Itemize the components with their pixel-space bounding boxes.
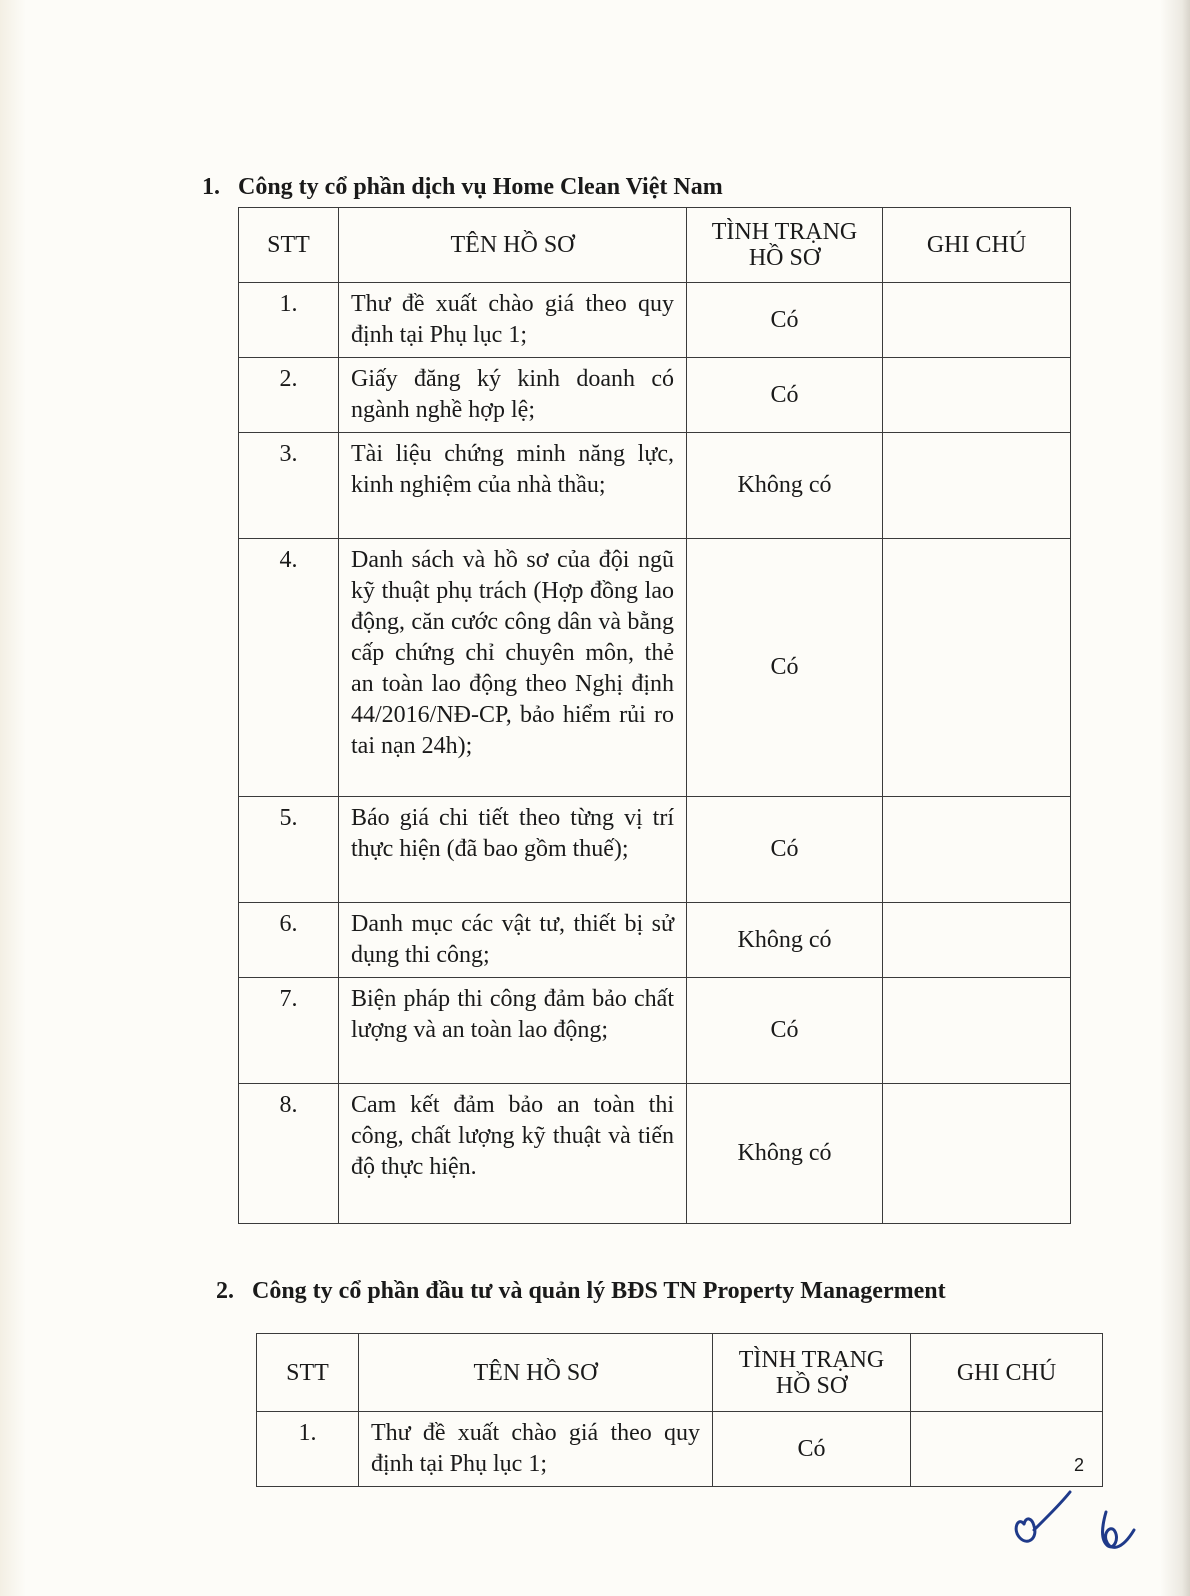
row-document-name: Thư đề xuất chào giá theo quy định tại Phụ lục 1; (359, 1412, 713, 1487)
row-stt: 2. (239, 358, 339, 433)
row-note (883, 358, 1071, 433)
row-document-name: Tài liệu chứng minh năng lực, kinh nghiệm của nhà thầu; (339, 433, 687, 539)
section-title-text: Công ty cổ phần đầu tư và quản lý BĐS TN Property Managerment (252, 1278, 946, 1304)
table-row (239, 358, 1071, 433)
row-note (883, 903, 1071, 978)
header-stt: STT (257, 1334, 359, 1412)
row-status: Có (687, 797, 883, 903)
records-table-1 (238, 207, 1071, 1224)
row-status: Không có (687, 903, 883, 978)
row-stt: 8. (239, 1084, 339, 1224)
table-header-row (239, 208, 1071, 283)
table-row (239, 797, 1071, 903)
row-status: Có (687, 358, 883, 433)
table-row (239, 978, 1071, 1084)
row-status: Không có (687, 1084, 883, 1224)
row-status: Có (713, 1412, 911, 1487)
row-stt: 6. (239, 903, 339, 978)
table-row (239, 433, 1071, 539)
row-note (883, 978, 1071, 1084)
table-row (239, 1084, 1071, 1224)
row-status: Có (687, 978, 883, 1084)
table-header-row (257, 1334, 1103, 1412)
table-row (239, 903, 1071, 978)
page-number: 2 (1074, 1455, 1085, 1475)
table-row (239, 539, 1071, 797)
row-document-name: Thư đề xuất chào giá theo quy định tại Phụ lục 1; (339, 283, 687, 358)
header-status (687, 208, 883, 283)
row-document-name: Giấy đăng ký kinh doanh có ngành nghề hợp lệ; (339, 358, 687, 433)
header-status-line2: HỒ SƠ (748, 245, 821, 271)
row-document-name: Cam kết đảm bảo an toàn thi công, chất lượng kỹ thuật và tiến độ thực hiện. (339, 1084, 687, 1224)
header-status-line1: TÌNH TRẠNG (711, 219, 858, 245)
row-note (883, 433, 1071, 539)
header-note: GHI CHÚ (883, 208, 1071, 283)
row-note (883, 283, 1071, 358)
header-note: GHI CHÚ (911, 1334, 1103, 1412)
row-stt: 4. (239, 539, 339, 797)
row-document-name: Báo giá chi tiết theo từng vị trí thực hiện (đã bao gồm thuế); (339, 797, 687, 903)
handwritten-initials-icon (1010, 1486, 1170, 1586)
row-note (883, 1084, 1071, 1224)
records-table-2 (256, 1333, 1103, 1487)
row-status: Không có (687, 433, 883, 539)
header-status (713, 1334, 911, 1412)
row-document-name: Biện pháp thi công đảm bảo chất lượng và an toàn lao động; (339, 978, 687, 1084)
header-status-line1: TÌNH TRẠNG (738, 1346, 885, 1373)
row-status: Có (687, 283, 883, 358)
table-row (239, 283, 1071, 358)
section-number: 2. (216, 1278, 234, 1304)
table-row (257, 1412, 1103, 1487)
row-note (883, 797, 1071, 903)
header-name: TÊN HỒ SƠ (339, 208, 687, 283)
page-edge (0, 0, 26, 1596)
row-stt: 5. (239, 797, 339, 903)
row-status: Có (687, 539, 883, 797)
row-document-name: Danh mục các vật tư, thiết bị sử dụng thi công; (339, 903, 687, 978)
page-edge-shadow (1160, 0, 1190, 1596)
row-note (883, 539, 1071, 797)
row-stt: 7. (239, 978, 339, 1084)
header-status-line2: HỒ SƠ (775, 1372, 848, 1399)
row-stt: 1. (257, 1412, 359, 1487)
row-stt: 3. (239, 433, 339, 539)
row-stt: 1. (239, 283, 339, 358)
header-stt: STT (239, 208, 339, 283)
row-document-name: Danh sách và hồ sơ của đội ngũ kỹ thuật phụ trách (Hợp đồng lao động, căn cước công dân và bằng cấp chứng chỉ chuyên môn, thẻ an toàn lao động theo Nghị định 44/2016/NĐ-CP, bảo hiểm rủi ro tai nạn 24h); (339, 539, 687, 797)
header-name: TÊN HỒ SƠ (359, 1334, 713, 1412)
section-2-title (216, 1278, 946, 1305)
section-1-title (202, 174, 723, 201)
section-number: 1. (202, 174, 220, 200)
section-title-text: Công ty cổ phần dịch vụ Home Clean Việt Nam (238, 174, 723, 200)
